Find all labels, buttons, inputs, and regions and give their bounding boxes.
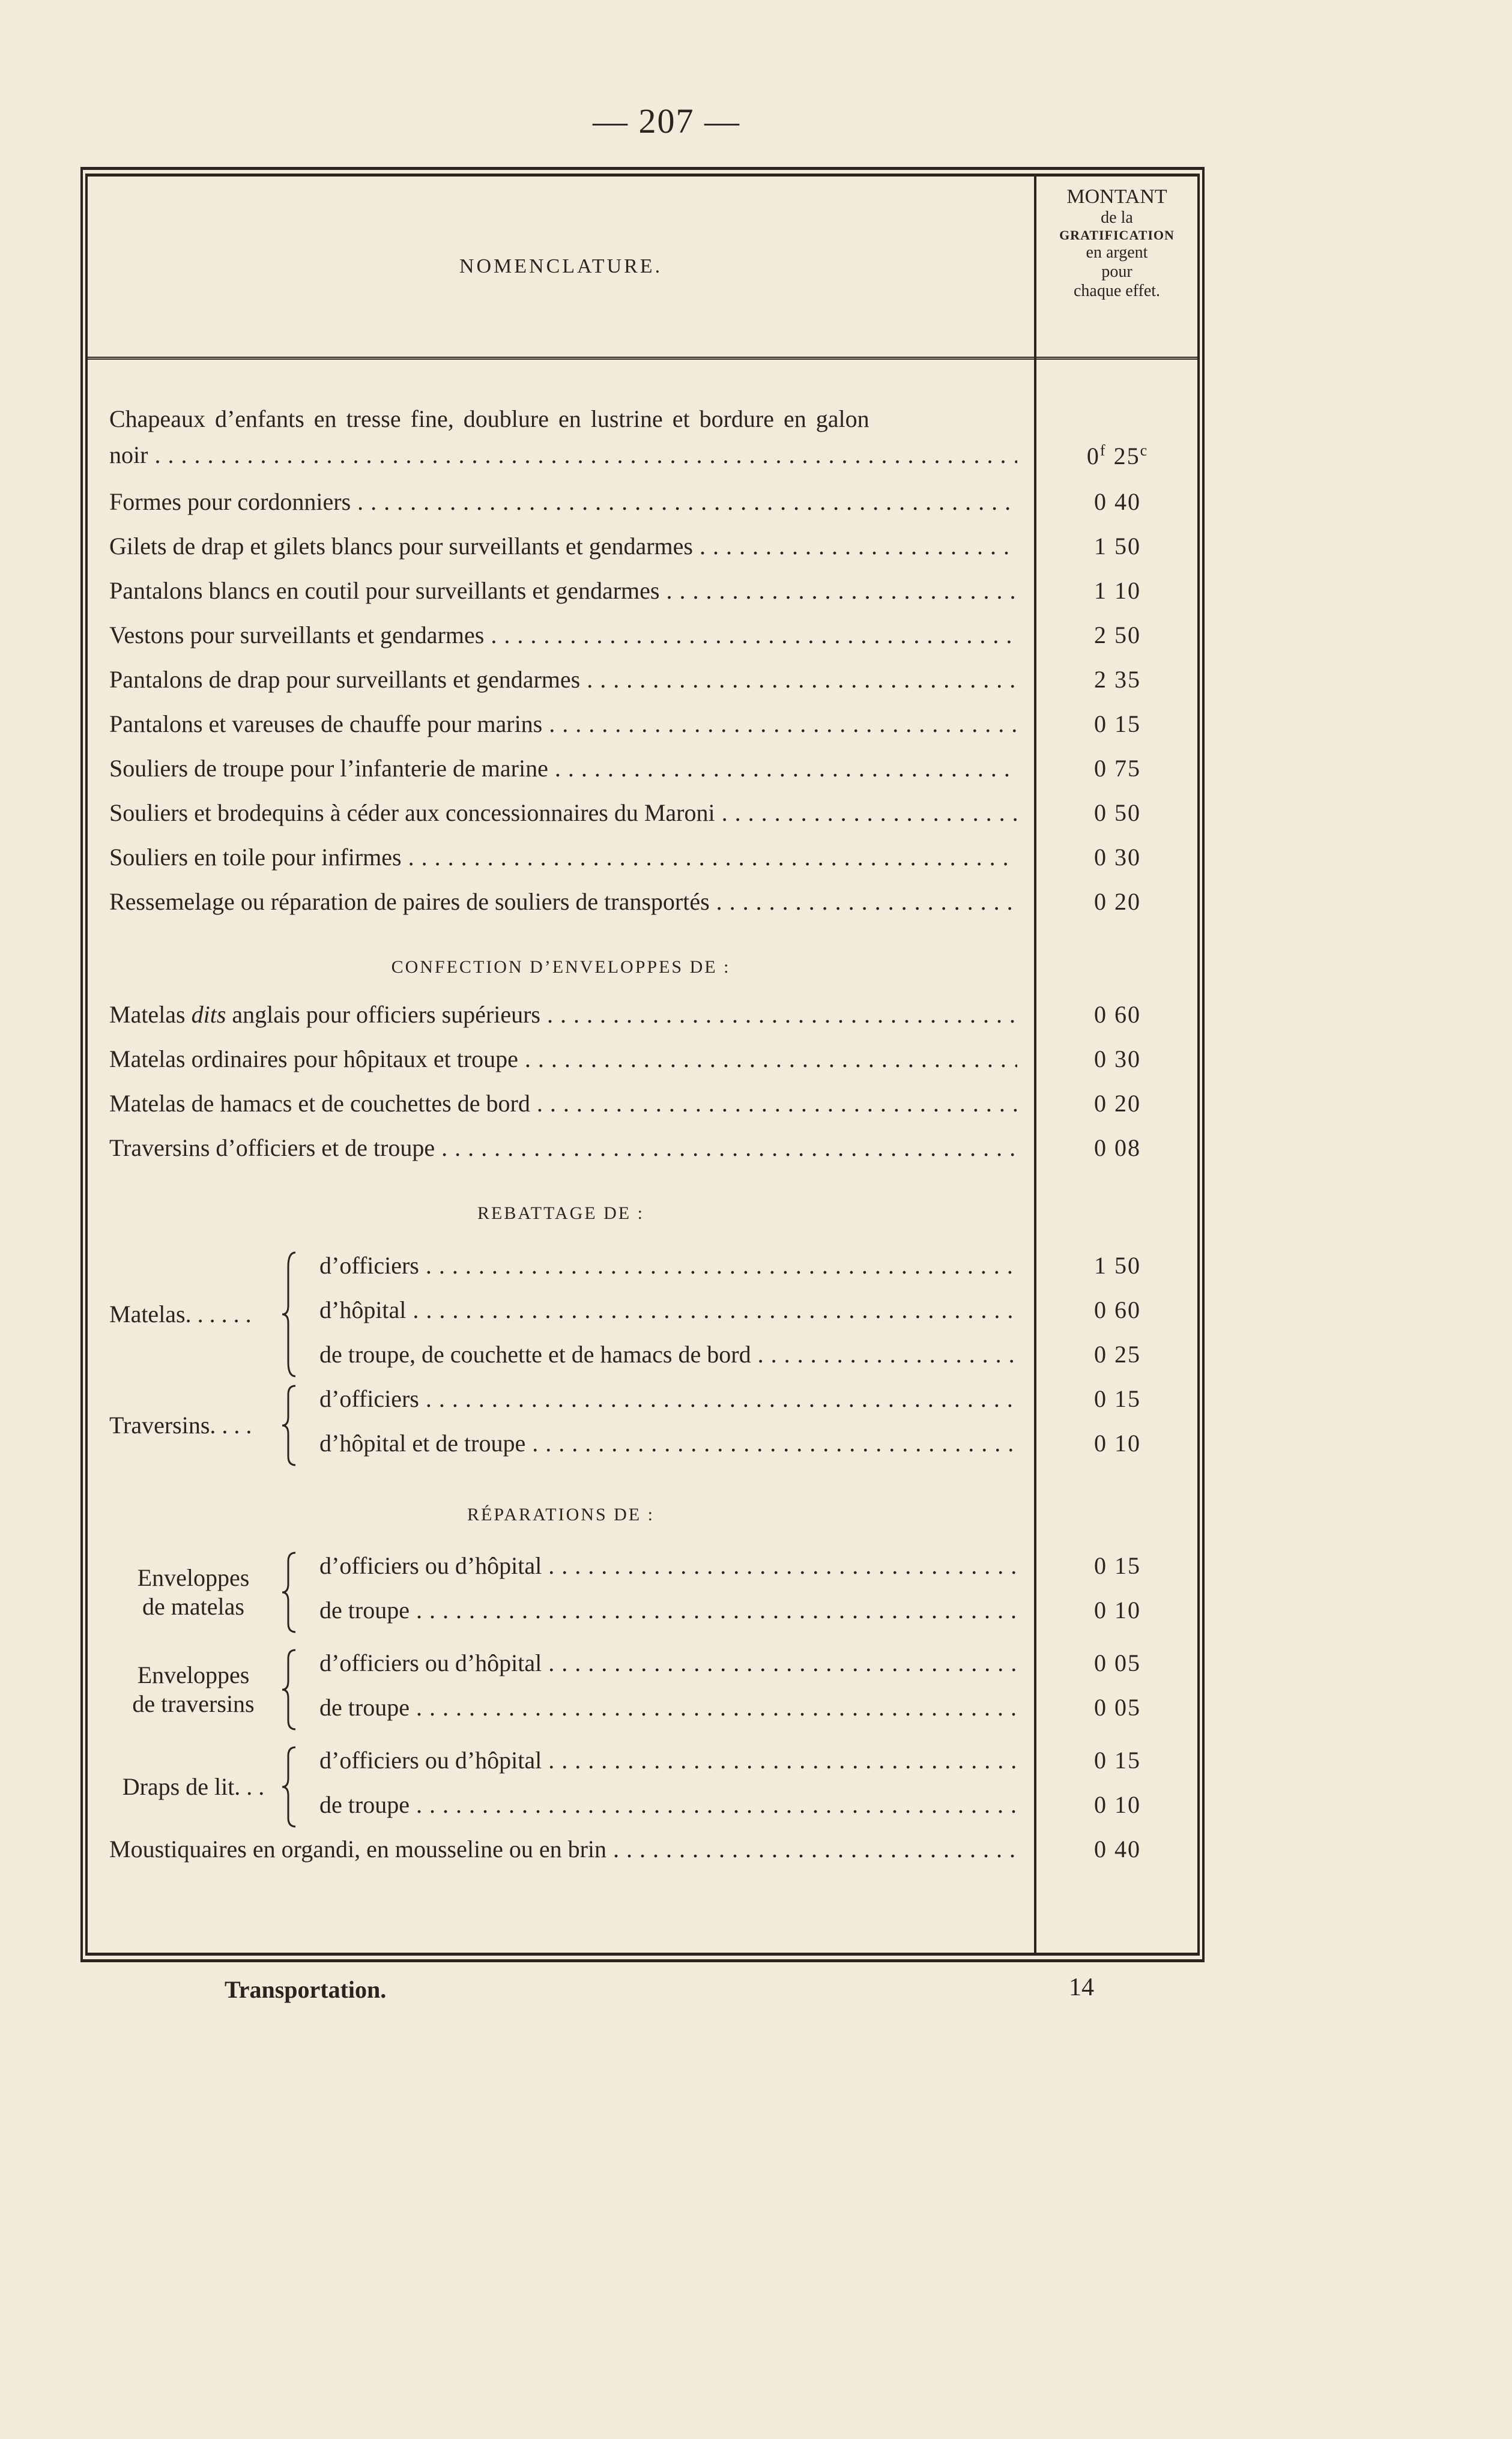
table-header	[88, 177, 1197, 360]
row-label: Gilets de drap et gilets blancs pour surveillants et gendarmes . . .	[109, 528, 1017, 564]
row-label: Matelas de hamacs et de couchettes de bord . . .	[109, 1086, 1017, 1122]
brace	[281, 1649, 305, 1730]
section-title-rebattage: REBATTAGE DE :	[477, 1203, 644, 1223]
group-name-line: de traversins	[132, 1690, 255, 1717]
table-row	[88, 1086, 1034, 1122]
brace-icon	[281, 1552, 299, 1633]
row-value: 0 10	[1094, 1597, 1141, 1624]
row-value: 0 25	[1094, 1341, 1141, 1368]
row-label: Pantalons de drap pour surveillants et gendarmes . . .	[109, 662, 1017, 698]
row-label: d’hôpital . . .	[319, 1292, 1017, 1328]
row-label: de troupe . . .	[319, 1787, 1017, 1823]
column-divider	[1034, 177, 1036, 1953]
footer-sheet-number: 14	[1069, 1974, 1094, 2001]
group-name	[109, 1564, 277, 1621]
row-label: d’officiers . . .	[319, 1381, 1017, 1417]
table-row	[88, 484, 1034, 520]
section-title-confection: CONFECTION D’ENVELOPPES DE :	[391, 957, 731, 977]
row-label: Souliers et brodequins à céder aux concessionnaires du Maroni . . .	[109, 795, 1017, 831]
footer-transportation: Transportation.	[225, 1976, 387, 2003]
brace-icon	[281, 1746, 299, 1828]
row-value: 1 10	[1094, 577, 1141, 604]
row-value: 0 60	[1094, 1296, 1141, 1323]
row-value: 2 35	[1094, 666, 1141, 693]
group-name-line: Draps de lit. . .	[122, 1773, 265, 1800]
row-label: Formes pour cordonniers . . .	[109, 484, 1017, 520]
row-label: Souliers de troupe pour l’infanterie de marine . . .	[109, 751, 1017, 787]
row-label: d’officiers ou d’hôpital . . .	[319, 1645, 1017, 1681]
nomenclature-table	[80, 167, 1205, 1962]
row-value: 2 50	[1094, 621, 1141, 648]
header-montant-line: en argent	[1086, 243, 1148, 262]
table-row	[88, 1337, 1034, 1373]
row-value: 0 15	[1094, 1552, 1141, 1579]
table-row	[88, 839, 1034, 875]
label-emphasis: dits	[191, 1001, 226, 1028]
row-value: 0 30	[1094, 844, 1141, 871]
brace	[281, 1251, 305, 1377]
table-row	[88, 751, 1034, 787]
row-label: Pantalons et vareuses de chauffe pour marins . . .	[109, 706, 1017, 742]
table-row	[88, 1248, 1034, 1284]
row-label: Souliers en toile pour infirmes . . .	[109, 839, 1017, 875]
table-row	[88, 437, 1034, 473]
row-value: 0 75	[1094, 755, 1141, 782]
brace	[281, 1552, 305, 1633]
group-name-line: Enveloppes	[137, 1661, 250, 1688]
group-name-line: Enveloppes	[137, 1564, 250, 1591]
group-name: Traversins. . . .	[109, 1412, 252, 1439]
page-number: — 207 —	[593, 101, 740, 141]
group-name	[109, 1773, 277, 1801]
first-item-line2: noir . . .	[109, 437, 1017, 473]
brace-icon	[281, 1385, 299, 1466]
table-row	[88, 662, 1034, 698]
row-value: 0 10	[1094, 1791, 1141, 1818]
header-montant	[1036, 185, 1197, 301]
row-value: 0 40	[1094, 488, 1141, 515]
row-value: 0 40	[1094, 1836, 1141, 1863]
header-montant-line: GRATIFICATION	[1059, 228, 1175, 243]
row-value: 0 05	[1094, 1694, 1141, 1721]
row-label: Matelas dits anglais pour officiers supérieurs . . .	[109, 997, 1017, 1033]
header-montant-line: de la	[1101, 208, 1133, 228]
header-nomenclature: NOMENCLATURE.	[459, 255, 663, 277]
row-value: 0 20	[1094, 888, 1141, 915]
row-label: Ressemelage ou réparation de paires de souliers de transportés . . .	[109, 884, 1017, 920]
table-row	[88, 795, 1034, 831]
table-row	[88, 1041, 1034, 1077]
first-item-value: 0$^f$ 25$^c$	[1086, 441, 1149, 470]
row-value: 0 20	[1094, 1090, 1141, 1117]
table-row	[88, 1831, 1034, 1867]
table-row	[88, 1130, 1034, 1166]
row-value: 0 50	[1094, 799, 1141, 826]
row-label: de troupe . . .	[319, 1690, 1017, 1726]
row-value: 0 15	[1094, 1747, 1141, 1774]
row-value: 0 05	[1094, 1649, 1141, 1676]
header-montant-line: chaque effet.	[1073, 281, 1161, 300]
header-montant-line: pour	[1101, 262, 1132, 281]
row-label: d’officiers ou d’hôpital . . .	[319, 1742, 1017, 1779]
group-name	[109, 1661, 277, 1718]
row-label: d’hôpital et de troupe . . .	[319, 1425, 1017, 1461]
row-value: 1 50	[1094, 533, 1141, 560]
row-label: Traversins d’officiers et de troupe . . .	[109, 1130, 1017, 1166]
section-title-reparations: RÉPARATIONS DE :	[467, 1505, 655, 1525]
group-name-line: de matelas	[142, 1593, 244, 1620]
table-row	[88, 617, 1034, 653]
table-row	[88, 706, 1034, 742]
row-value: 0 15	[1094, 1385, 1141, 1412]
table-row	[88, 528, 1034, 564]
row-value: 0 08	[1094, 1134, 1141, 1161]
header-montant-line: MONTANT	[1066, 186, 1167, 208]
row-value: 0 10	[1094, 1430, 1141, 1457]
table-row	[88, 997, 1034, 1033]
row-label: d’officiers . . .	[319, 1248, 1017, 1284]
row-label: de troupe . . .	[319, 1592, 1017, 1628]
table-row	[88, 573, 1034, 609]
brace-icon	[281, 1251, 299, 1377]
row-value: 0 30	[1094, 1045, 1141, 1072]
row-label: de troupe, de couchette et de hamacs de bord . . .	[319, 1337, 1017, 1373]
row-label: Matelas ordinaires pour hôpitaux et troupe . . .	[109, 1041, 1017, 1077]
first-item-line1: Chapeaux d’enfants en tresse fine, doublure en lustrine et bordure en galon	[109, 405, 869, 432]
row-value: 1 50	[1094, 1252, 1141, 1279]
table-row	[88, 884, 1034, 920]
row-label: Vestons pour surveillants et gendarmes . . .	[109, 617, 1017, 653]
brace	[281, 1746, 305, 1828]
row-value: 0 60	[1094, 1001, 1141, 1028]
group-name: Matelas. . . . . .	[109, 1301, 252, 1328]
row-value: 0 15	[1094, 710, 1141, 737]
brace-icon	[281, 1649, 299, 1730]
row-label: Moustiquaires en organdi, en mousseline ou en brin . . .	[109, 1831, 1017, 1867]
brace	[281, 1385, 305, 1466]
row-label: Pantalons blancs en coutil pour surveillants et gendarmes . . .	[109, 573, 1017, 609]
row-label: d’officiers ou d’hôpital . . .	[319, 1548, 1017, 1584]
